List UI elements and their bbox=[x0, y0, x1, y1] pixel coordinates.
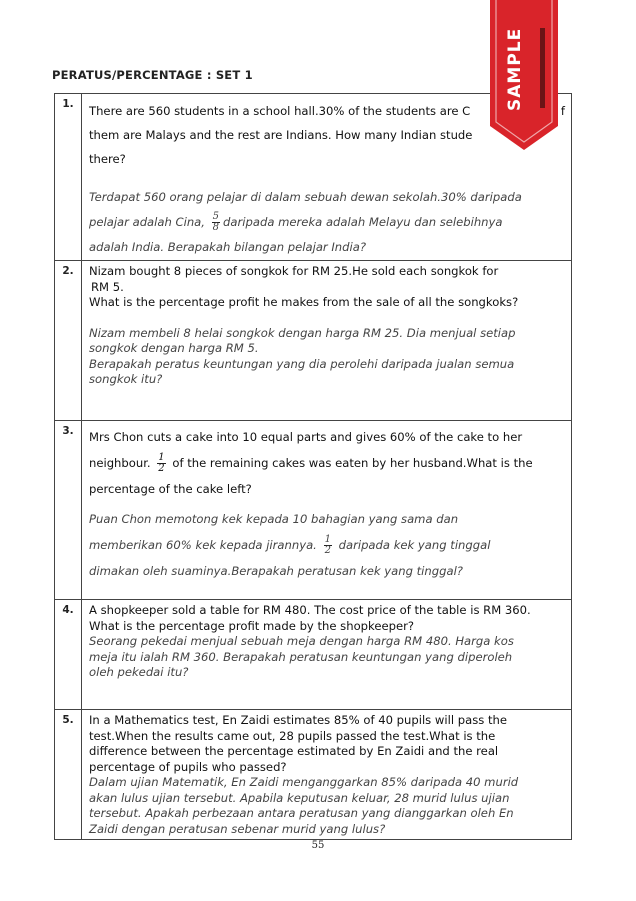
q4-ms-line-a: Seorang pekedai menjual sebuah meja dengan harga RM 480. Harga kos bbox=[89, 634, 514, 648]
q2-en-line-b: RM 5. bbox=[91, 279, 124, 294]
question-row-3 bbox=[55, 421, 572, 600]
page-title: PERATUS/PERCENTAGE : SET 1 bbox=[52, 68, 253, 82]
q3-ms-line-a: Puan Chon memotong kek kepada 10 bahagian yang sama dan bbox=[89, 512, 459, 526]
q3-en-line-b-post: of the remaining cakes was eaten by her husband.What is the bbox=[172, 456, 533, 470]
q5-ms-line-c: tersebut. Apakah perbezaan antara peratusan yang dianggarkan oleh En bbox=[89, 806, 514, 820]
q4-en-line-a: A shopkeeper sold a table for RM 480. The cost price of the table is RM 360. bbox=[89, 603, 531, 617]
q5-en-line-d: percentage of pupils who passed? bbox=[89, 759, 287, 774]
q4-en-line-b: What is the percentage profit made by the shopkeeper? bbox=[89, 618, 415, 633]
q5-ms-line-b: akan lulus ujian tersebut. Apabila keputusan keluar, 28 murid lulus ujian bbox=[89, 790, 510, 805]
fraction-5-8: $\frac{5}{8}$ bbox=[212, 211, 220, 233]
q1-ms-line-b-pre: pelajar adalah Cina, bbox=[89, 215, 205, 229]
question-2-text bbox=[82, 261, 572, 421]
fraction-1-2: $\frac{1}{2}$ bbox=[324, 534, 331, 556]
q1-ms-line-c: adalah India. Berapakah bilangan pelajar India? bbox=[89, 240, 366, 254]
page-number: 55 bbox=[311, 840, 325, 851]
q2-en-line-a: Nizam bought 8 pieces of songkok for RM 25.He sold each songkok for bbox=[89, 264, 499, 278]
question-number: 4. bbox=[55, 600, 82, 710]
q2-ms-line-b: songkok dengan harga RM 5. bbox=[89, 341, 259, 355]
q5-ms-line-d: Zaidi dengan peratusan sebenar murid yang lulus? bbox=[89, 821, 386, 836]
question-row-2 bbox=[55, 261, 572, 421]
q3-en-line-c: percentage of the cake left? bbox=[89, 482, 252, 496]
q1-ms-line-b-post: daripada mereka adalah Melayu dan selebihnya bbox=[223, 215, 503, 229]
sample-stamp-label: SAMPLE bbox=[505, 27, 525, 112]
question-number: 5. bbox=[55, 710, 82, 840]
q4-ms-line-c: oleh pekedai itu? bbox=[89, 665, 189, 679]
question-5-text bbox=[82, 710, 572, 840]
question-row-5 bbox=[55, 710, 572, 840]
q3-ms-line-c: dimakan oleh suaminya.Berapakah peratusan kek yang tinggal? bbox=[89, 564, 463, 578]
q3-ms-line-b-post: daripada kek yang tinggal bbox=[338, 538, 491, 552]
question-number: 1. bbox=[55, 94, 82, 261]
q5-ms-line-a: Dalam ujian Matematik, En Zaidi menganggarkan 85% daripada 40 murid bbox=[89, 775, 519, 789]
question-3-text bbox=[82, 421, 572, 600]
q3-ms-line-b-pre: memberikan 60% kek kepada jirannya. bbox=[89, 538, 317, 552]
question-number: 2. bbox=[55, 261, 82, 421]
question-row-4 bbox=[55, 600, 572, 710]
q2-ms-line-a: Nizam membeli 8 helai songkok dengan harga RM 25. Dia menjual setiap bbox=[89, 325, 516, 340]
q1-ms-line-a: Terdapat 560 orang pelajar di dalam sebuah dewan sekolah.30% daripada bbox=[89, 190, 522, 204]
q4-ms-line-b: meja itu ialah RM 360. Berapakah peratusan keuntungan yang diperoleh bbox=[89, 649, 513, 664]
q2-ms-line-d: songkok itu? bbox=[89, 372, 163, 386]
q5-en-line-b: test.When the results came out, 28 pupils passed the test.What is the bbox=[89, 728, 496, 743]
q3-en-line-a: Mrs Chon cuts a cake into 10 equal parts and gives 60% of the cake to her bbox=[89, 430, 523, 444]
q1-en-line-a-tail: f bbox=[560, 104, 565, 118]
question-4-text bbox=[82, 600, 572, 710]
q5-en-line-c: difference between the percentage estimated by En Zaidi and the real bbox=[89, 744, 499, 758]
question-number: 3. bbox=[55, 421, 82, 600]
q2-ms-line-c: Berapakah peratus keuntungan yang dia perolehi daripada jualan semua bbox=[89, 356, 515, 371]
q5-en-line-a: In a Mathematics test, En Zaidi estimates 85% of 40 pupils will pass the bbox=[89, 713, 507, 727]
question-table bbox=[54, 93, 572, 840]
q3-en-line-b-pre: neighbour. bbox=[89, 456, 151, 470]
q1-en-line-b: them are Malays and the rest are Indians. How many Indian stude bbox=[89, 128, 473, 142]
q2-en-line-c: What is the percentage profit he makes from the sale of all the songkoks? bbox=[89, 295, 519, 309]
q1-en-line-a: There are 560 students in a school hall.30% of the students are C bbox=[89, 104, 471, 118]
q1-en-line-c: there? bbox=[89, 152, 126, 166]
fraction-1-2: $\frac{1}{2}$ bbox=[158, 452, 165, 474]
